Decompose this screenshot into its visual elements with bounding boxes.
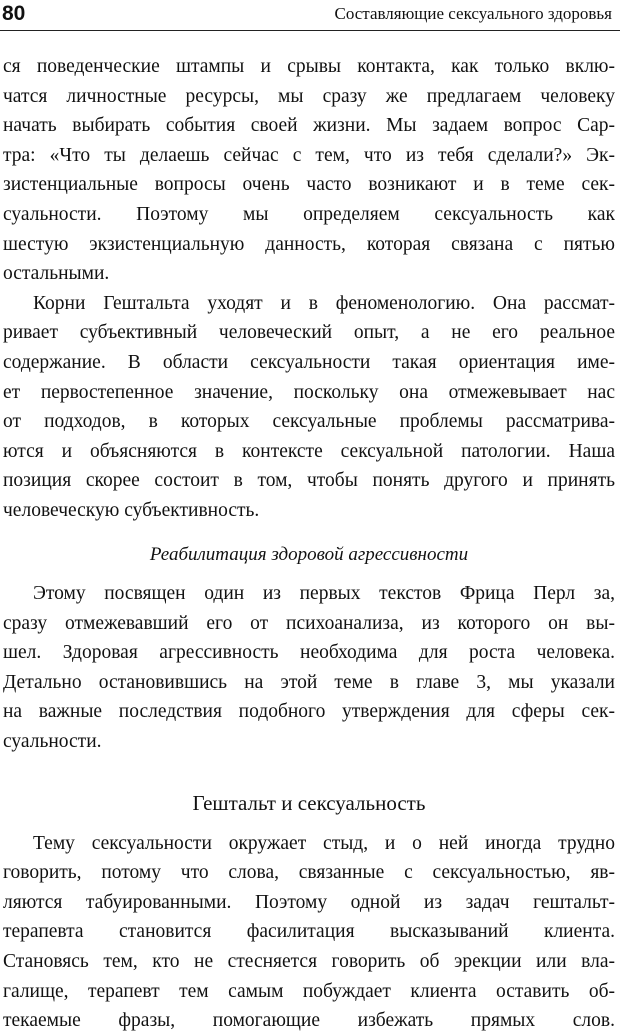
text-line: терапевта становится фасилитация высказываний клиента.	[3, 921, 615, 943]
text-line: Тему сексуальности окружает стыд, и о ней иногда трудно	[33, 832, 615, 854]
text-line: чатся личностные ресурсы, мы сразу же предлагаем человеку	[3, 85, 615, 107]
text-line: позиция скорее состоит в том, чтобы понять другого и принять	[3, 470, 615, 492]
section-title: Гештальт и сексуальность	[192, 790, 426, 815]
text-line: на важные последствия подобного утверждения для сферы сек-	[3, 701, 615, 723]
paragraph-3	[3, 579, 615, 757]
text-line: от подходов, в которых сексуальные проблемы рассматрива-	[3, 411, 615, 433]
subheading: Реабилитация здоровой агрессивности	[149, 543, 469, 565]
text-line: ривает субъективный человеческий опыт, а не его реальное	[3, 322, 615, 344]
text-line: остальными.	[3, 263, 110, 285]
page-number: 80	[2, 2, 26, 25]
text-line: зистенциальные вопросы очень часто возникают и в теме сек-	[3, 174, 615, 196]
text-line: текаемые фразы, помогающие избежать прямых слов.	[3, 1010, 615, 1032]
text-line: начать выбирать события своей жизни. Мы задаем вопрос Сар-	[3, 115, 615, 137]
paragraph-2	[3, 289, 615, 526]
text-line: ляются табуированными. Поэтому одной из задач гештальт-	[3, 891, 615, 913]
text-line: содержание. В области сексуальности такая ориентация име-	[3, 351, 615, 373]
text-line: галище, терапевт тем самым побуждает клиента оставить об-	[3, 980, 615, 1002]
running-title: Составляющие сексуального здоровья	[334, 4, 612, 23]
text-line: сразу отмежевавший его от психоанализа, из которого он вы-	[3, 612, 615, 634]
text-line: ет первостепенное значение, поскольку она отмежевывает нас	[3, 381, 615, 403]
paragraph-1	[3, 52, 615, 289]
paragraph-4	[3, 829, 615, 1036]
text-line: шестую экзистенциальную данность, которая связана с пятью	[3, 233, 615, 255]
text-line: суальности. Поэтому мы определяем сексуальность как	[3, 203, 615, 225]
text-line: ся поведенческие штампы и срывы контакта, как только вклю-	[3, 56, 615, 77]
text-line: человеческую субъективность.	[3, 499, 260, 521]
page-body	[3, 52, 615, 1036]
page-header	[0, 0, 620, 31]
text-line: суальности.	[3, 731, 102, 753]
text-line: тра: «Что ты делаешь сейчас с тем, что из тебя сделали?» Эк-	[3, 144, 615, 166]
text-line: Детально остановившись на этой теме в главе 3, мы указали	[3, 671, 615, 693]
text-line: ются и объясняются в контексте сексуальной патологии. Наша	[3, 440, 615, 462]
text-line: Становясь тем, кто не стесняется говорить об эрекции или вла-	[3, 951, 615, 973]
text-line: говорить, потому что слова, связанные с сексуальностью, яв-	[3, 862, 615, 884]
text-line: Этому посвящен один из первых текстов Фрица Перл за,	[33, 583, 615, 605]
text-line: шел. Здоровая агрессивность необходима для роста человека.	[3, 642, 615, 664]
text-line: Корни Гештальта уходят и в феноменологию. Она рассмат-	[33, 292, 615, 314]
